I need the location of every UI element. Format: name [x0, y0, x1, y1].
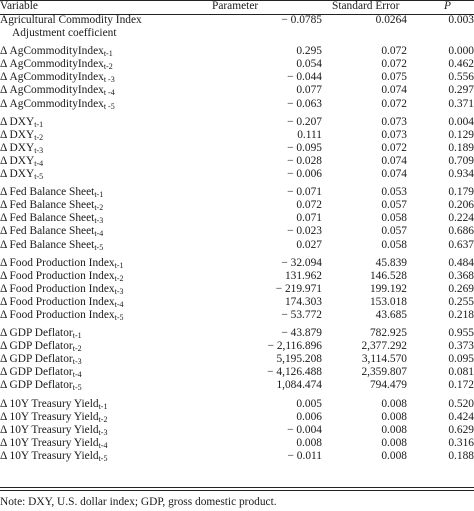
- table-header-row: [0, 0, 474, 14]
- p-value-cell: 0.000: [448, 45, 474, 58]
- p-value-cell: [444, 27, 474, 40]
- variable-name: Δ Food Production Index: [0, 308, 115, 321]
- table-row: [0, 225, 474, 238]
- parameter-cell: 0.005: [296, 397, 322, 410]
- standard-error-cell: 0.0264: [375, 14, 407, 26]
- lag-subscript: t-3: [98, 427, 108, 437]
- p-value-cell: 0.934: [448, 168, 474, 181]
- variable-cell: [0, 327, 196, 340]
- parameter-cell: 0.054: [296, 58, 322, 71]
- parameter-cell: − 0.0785: [281, 14, 322, 26]
- table-row: [0, 84, 474, 97]
- standard-error-cell: 3,114.570: [361, 353, 407, 366]
- variable-name: Agricultural Commodity Index: [0, 14, 142, 26]
- parameter-cell: − 2,116.896: [267, 340, 322, 353]
- table-row: [0, 186, 474, 199]
- variable-name: Δ AgCommodityIndex: [0, 84, 104, 97]
- parameter-cell: 0.008: [296, 436, 322, 449]
- parameter-cell: − 0.011: [287, 449, 322, 462]
- variable-cell: [0, 14, 196, 27]
- lag-subscript: t-3: [114, 286, 124, 296]
- lag-subscript: t-2: [72, 344, 82, 354]
- standard-error-cell: 794.479: [369, 379, 407, 392]
- table-row: [0, 212, 474, 225]
- variable-cell: [0, 353, 196, 366]
- variable-cell: [0, 270, 196, 283]
- standard-error-cell: 2,359.807: [361, 366, 407, 379]
- lag-subscript: t-1: [98, 401, 108, 411]
- table-bottom-rule-double: [0, 490, 474, 491]
- parameter-cell: − 53.772: [281, 308, 322, 321]
- p-value-cell: 0.189: [448, 141, 474, 154]
- table-row: [0, 27, 474, 40]
- parameter-cell: 131.962: [284, 269, 322, 282]
- table-row: [0, 98, 474, 111]
- variable-cell: [0, 71, 196, 84]
- variable-cell: [0, 142, 196, 155]
- variable-cell: [0, 129, 196, 142]
- table-row: [0, 353, 474, 366]
- table-row: [0, 71, 474, 84]
- variable-cell: [0, 379, 196, 392]
- lag-subscript: t-1: [114, 260, 124, 270]
- parameter-cell: 0.006: [296, 410, 322, 423]
- variable-name: Δ Food Production Index: [0, 295, 115, 308]
- lag-subscript: t-2: [98, 414, 108, 424]
- p-value-cell: 0.955: [448, 327, 474, 340]
- lag-subscript: t-3: [72, 357, 82, 367]
- p-value-cell: 0.368: [448, 269, 474, 282]
- variable-cell: [0, 84, 196, 97]
- parameter-cell: − 0.207: [287, 115, 322, 128]
- variable-cell: [0, 257, 196, 270]
- parameter-cell: 0.027: [296, 238, 322, 251]
- variable-cell: [0, 340, 196, 353]
- table-row: [0, 309, 474, 322]
- lag-subscript: t-5: [94, 242, 104, 252]
- parameter-cell: − 4,126.488: [267, 366, 322, 379]
- table-row: [0, 142, 474, 155]
- table-row: [0, 58, 474, 71]
- standard-error-cell: [322, 27, 444, 40]
- variable-name: Δ AgCommodityIndex: [0, 58, 104, 71]
- standard-error-cell: 0.072: [381, 58, 407, 71]
- lag-subscript: t-5: [98, 453, 108, 463]
- variable-cell: [0, 450, 196, 463]
- variable-cell: [0, 27, 196, 40]
- standard-error-cell: 0.008: [381, 436, 407, 449]
- table-row: [0, 398, 474, 411]
- standard-error-cell: 0.053: [381, 186, 407, 199]
- variable-cell: [0, 116, 196, 129]
- p-value-cell: 0.373: [448, 340, 474, 353]
- p-value-cell: 0.224: [448, 212, 474, 225]
- variable-name: Δ GDP Deflator: [0, 340, 73, 353]
- table-row: [0, 283, 474, 296]
- parameter-cell: − 0.023: [287, 225, 322, 238]
- standard-error-cell: 0.072: [381, 97, 407, 110]
- p-value-cell: 0.188: [448, 449, 474, 462]
- p-value-cell: 0.484: [448, 256, 474, 269]
- table-row: [0, 411, 474, 424]
- table-body: [0, 14, 474, 463]
- parameter-cell: 174.303: [284, 295, 322, 308]
- lag-subscript: t-2: [94, 203, 104, 213]
- lag-subscript: t-5: [34, 172, 44, 182]
- variable-cell: [0, 309, 196, 322]
- table-row: [0, 45, 474, 58]
- table-row: [0, 257, 474, 270]
- variable-cell: [0, 296, 196, 309]
- table-row: [0, 340, 474, 353]
- variable-cell: [0, 186, 196, 199]
- standard-error-cell: 0.072: [381, 141, 407, 154]
- variable-cell: [0, 398, 196, 411]
- table-row: [0, 239, 474, 252]
- p-value-cell: 0.003: [448, 14, 474, 26]
- lag-subscript: t-3: [34, 145, 44, 155]
- standard-error-cell: 0.072: [381, 45, 407, 58]
- lag-subscript: t-1: [94, 190, 104, 200]
- standard-error-cell: 0.074: [381, 154, 407, 167]
- standard-error-cell: 0.074: [381, 84, 407, 97]
- p-value-cell: 0.709: [448, 154, 474, 167]
- variable-name: Δ GDP Deflator: [0, 366, 73, 379]
- parameter-cell: − 0.063: [287, 97, 322, 110]
- variable-name: Δ Fed Balance Sheet: [0, 186, 95, 199]
- p-value-cell: 0.316: [448, 436, 474, 449]
- variable-name: Δ Food Production Index: [0, 269, 115, 282]
- parameter-cell: 0.072: [296, 199, 322, 212]
- variable-name: Δ DXY: [0, 128, 35, 141]
- p-value-cell: 0.556: [448, 71, 474, 84]
- standard-error-cell: 0.075: [381, 71, 407, 84]
- parameter-cell: − 0.071: [287, 186, 322, 199]
- table-footnote: Note: DXY, U.S. dollar index; GDP, gross domestic product.: [0, 496, 277, 508]
- variable-name: Δ 10Y Treasury Yield: [0, 436, 99, 449]
- p-value-cell: 0.206: [448, 199, 474, 212]
- standard-error-cell: 2,377.292: [361, 340, 407, 353]
- lag-subscript: t-4: [98, 440, 108, 450]
- standard-error-cell: 0.057: [381, 199, 407, 212]
- lag-subscript: t-3: [94, 216, 104, 226]
- p-value-cell: 0.269: [448, 282, 474, 295]
- variable-name: Δ Food Production Index: [0, 256, 115, 269]
- standard-error-cell: 146.528: [369, 269, 407, 282]
- parameter-cell: 0.071: [296, 212, 322, 225]
- lag-subscript: t-5: [72, 383, 82, 393]
- variable-cell: [0, 225, 196, 238]
- parameter-cell: 5,195.208: [276, 353, 322, 366]
- variable-name: Δ Fed Balance Sheet: [0, 225, 95, 238]
- standard-error-cell: 0.057: [381, 225, 407, 238]
- variable-cell: [0, 58, 196, 71]
- standard-error-cell: 0.058: [381, 212, 407, 225]
- table-row: [0, 424, 474, 437]
- variable-name: Δ GDP Deflator: [0, 379, 73, 392]
- lag-subscript: t -5: [103, 101, 115, 111]
- variable-name: Δ 10Y Treasury Yield: [0, 423, 99, 436]
- standard-error-cell: 0.008: [381, 410, 407, 423]
- standard-error-cell: 0.008: [381, 397, 407, 410]
- variable-name: Δ DXY: [0, 115, 35, 128]
- variable-cell: [0, 437, 196, 450]
- lag-subscript: t-1: [103, 49, 113, 59]
- standard-error-cell: 0.073: [381, 128, 407, 141]
- table-row: [0, 14, 474, 27]
- table-row: [0, 155, 474, 168]
- parameter-cell: − 0.044: [287, 71, 322, 84]
- variable-name: Δ 10Y Treasury Yield: [0, 410, 99, 423]
- standard-error-cell: 0.058: [381, 238, 407, 251]
- lag-subscript: t-4: [94, 229, 104, 239]
- table-row: [0, 296, 474, 309]
- variable-cell: [0, 212, 196, 225]
- lag-subscript: t-2: [34, 132, 44, 142]
- p-value-cell: 0.637: [448, 238, 474, 251]
- variable-cell: [0, 168, 196, 181]
- p-value-cell: 0.255: [448, 295, 474, 308]
- p-value-cell: 0.424: [448, 410, 474, 423]
- table-row: [0, 129, 474, 142]
- parameter-cell: − 0.004: [287, 423, 322, 436]
- p-value-cell: 0.520: [448, 397, 474, 410]
- p-value-cell: 0.462: [448, 58, 474, 71]
- variable-name: Δ GDP Deflator: [0, 353, 73, 366]
- variable-cell: [0, 155, 196, 168]
- variable-cell: [0, 366, 196, 379]
- lag-subscript: t-4: [34, 158, 44, 168]
- standard-error-cell: 0.008: [381, 423, 407, 436]
- header-standard-error: Standard Error: [332, 0, 400, 12]
- header-p-value: P: [444, 0, 451, 12]
- standard-error-cell: 153.018: [369, 295, 407, 308]
- parameter-cell: 0.111: [297, 128, 322, 141]
- variable-cell: [0, 98, 196, 111]
- parameter-cell: − 0.095: [287, 141, 322, 154]
- p-value-cell: 0.095: [448, 353, 474, 366]
- standard-error-cell: 782.925: [369, 327, 407, 340]
- lag-subscript: t-1: [72, 331, 82, 341]
- p-value-cell: 0.179: [448, 186, 474, 199]
- variable-cell: [0, 199, 196, 212]
- parameter-cell: − 0.006: [287, 168, 322, 181]
- p-value-cell: 0.629: [448, 423, 474, 436]
- table-bottom-rule: [0, 487, 474, 488]
- variable-name: Δ DXY: [0, 154, 35, 167]
- variable-cell: [0, 411, 196, 424]
- standard-error-cell: 199.192: [369, 282, 407, 295]
- variable-name: Δ GDP Deflator: [0, 327, 73, 340]
- variable-name: Δ Fed Balance Sheet: [0, 238, 95, 251]
- parameter-cell: [196, 27, 322, 40]
- variable-name: Δ 10Y Treasury Yield: [0, 449, 99, 462]
- table-row: [0, 437, 474, 450]
- lag-subscript: t-2: [103, 62, 113, 72]
- p-value-cell: 0.172: [448, 379, 474, 392]
- variable-name: Δ Food Production Index: [0, 282, 115, 295]
- standard-error-cell: 43.685: [375, 308, 407, 321]
- table-row: [0, 199, 474, 212]
- header-parameter: Parameter: [212, 0, 259, 12]
- parameter-cell: − 219.971: [275, 282, 322, 295]
- lag-subscript: t -3: [103, 75, 115, 85]
- variable-name: Δ 10Y Treasury Yield: [0, 397, 99, 410]
- p-value-cell: 0.004: [448, 115, 474, 128]
- p-value-cell: 0.129: [448, 128, 474, 141]
- standard-error-cell: 0.074: [381, 168, 407, 181]
- lag-subscript: t-4: [114, 299, 124, 309]
- variable-name: Δ DXY: [0, 168, 35, 181]
- table-row: [0, 379, 474, 392]
- variable-name: Δ Fed Balance Sheet: [0, 212, 95, 225]
- table-row: [0, 116, 474, 129]
- p-value-cell: 0.371: [448, 97, 474, 110]
- variable-cell: [0, 45, 196, 58]
- variable-name: Δ Fed Balance Sheet: [0, 199, 95, 212]
- standard-error-cell: 45.839: [375, 256, 407, 269]
- p-value-cell: 0.297: [448, 84, 474, 97]
- table-row: [0, 450, 474, 463]
- variable-name: Δ AgCommodityIndex: [0, 97, 104, 110]
- lag-subscript: t-5: [114, 312, 124, 322]
- parameter-cell: − 0.028: [287, 154, 322, 167]
- table-row: [0, 366, 474, 379]
- lag-subscript: t-1: [34, 119, 44, 129]
- variable-name: Δ AgCommodityIndex: [0, 45, 104, 58]
- parameter-cell: 0.295: [296, 45, 322, 58]
- variable-name: Adjustment coefficient: [12, 27, 117, 40]
- header-variable: Variable: [0, 0, 38, 12]
- standard-error-cell: 0.073: [381, 115, 407, 128]
- table-row: [0, 168, 474, 181]
- variable-cell: [0, 424, 196, 437]
- parameter-cell: 0.077: [296, 84, 322, 97]
- parameter-cell: 1,084.474: [276, 379, 322, 392]
- variable-name: Δ DXY: [0, 141, 35, 154]
- parameter-cell: − 32.094: [281, 256, 322, 269]
- table-row: [0, 327, 474, 340]
- variable-cell: [0, 239, 196, 252]
- standard-error-cell: 0.008: [381, 449, 407, 462]
- lag-subscript: t -4: [103, 88, 115, 98]
- parameter-cell: − 43.879: [281, 327, 322, 340]
- lag-subscript: t-2: [114, 273, 124, 283]
- variable-name: Δ AgCommodityIndex: [0, 71, 104, 84]
- lag-subscript: t-4: [72, 370, 82, 380]
- p-value-cell: 0.686: [448, 225, 474, 238]
- table-row: [0, 270, 474, 283]
- variable-cell: [0, 283, 196, 296]
- p-value-cell: 0.218: [448, 308, 474, 321]
- p-value-cell: 0.081: [448, 366, 474, 379]
